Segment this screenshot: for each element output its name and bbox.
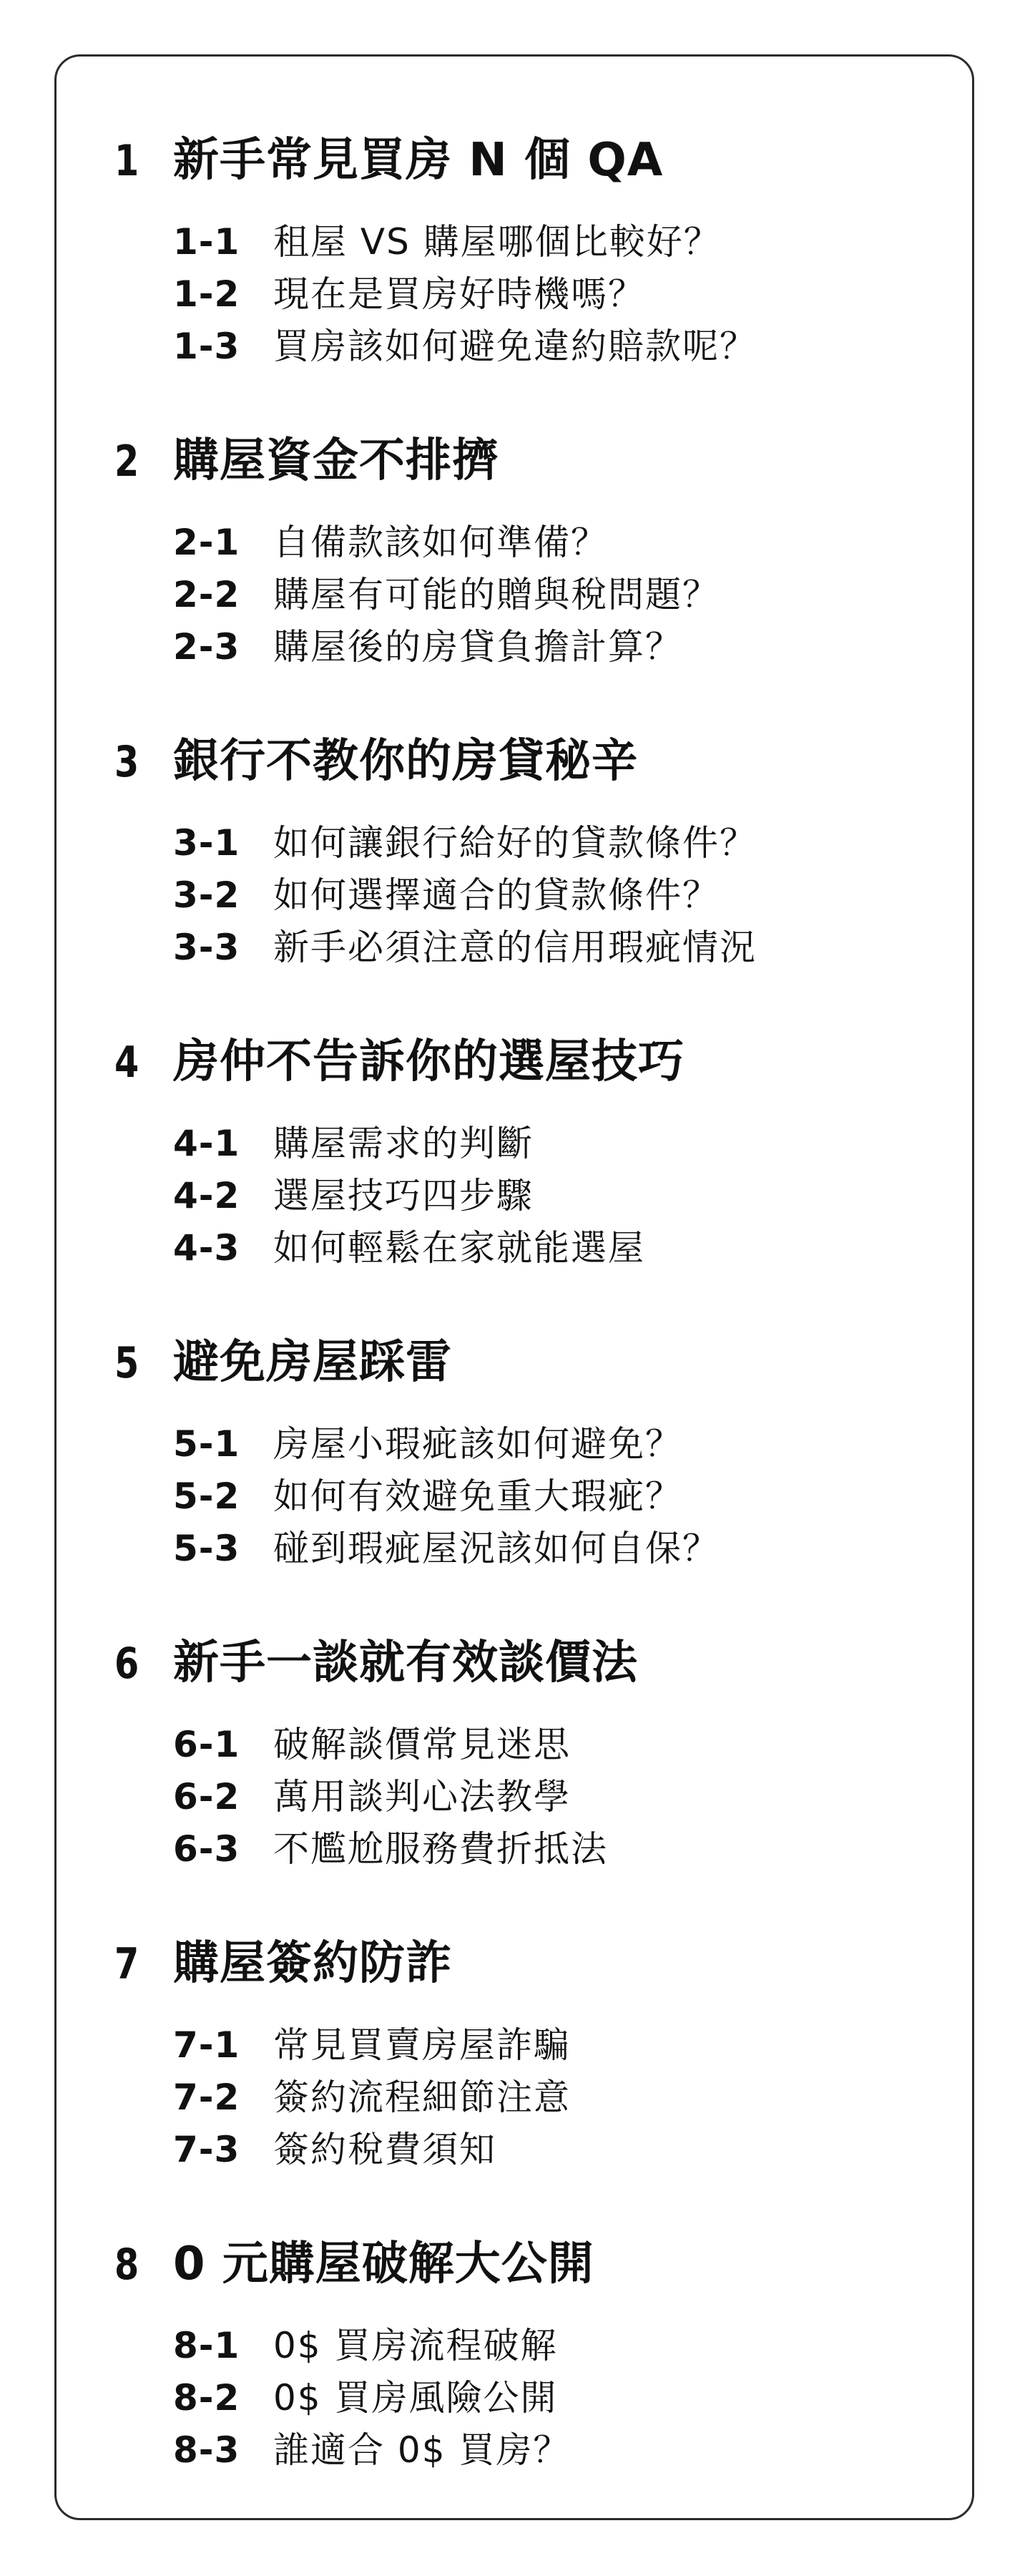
chapter-number: 6 — [114, 1639, 139, 1689]
section-list — [114, 1418, 937, 1575]
section-title: 新手必須注意的信用瑕疵情況 — [273, 927, 757, 968]
section-item — [173, 1118, 937, 1170]
chapter-number: 8 — [114, 2240, 139, 2290]
chapter-title: 避免房屋踩雷 — [173, 1336, 452, 1389]
chapter-heading — [114, 1330, 937, 1395]
section-title: 買房該如何避免違約賠款呢？ — [273, 326, 757, 367]
section-number: 5-2 — [173, 1475, 240, 1517]
section-title: 不尷尬服務費折抵法 — [273, 1828, 608, 1870]
chapter-title: 購屋簽約防詐 — [173, 1937, 452, 1990]
section-item — [173, 517, 937, 569]
section-item — [173, 2019, 937, 2072]
section-title: 誰適合 0$ 買房？ — [273, 2429, 571, 2471]
section-number: 5-3 — [173, 1528, 240, 1569]
chapter-number: 3 — [114, 737, 139, 787]
chapter — [114, 127, 937, 428]
section-title: 自備款該如何準備？ — [273, 522, 608, 563]
section-number: 8-3 — [173, 2429, 240, 2471]
section-title: 如何輕鬆在家就能選屋 — [273, 1227, 645, 1269]
chapter-title: 新手常見買房 N 個 QA — [173, 134, 664, 187]
chapter — [114, 728, 937, 1029]
section-number: 3-3 — [173, 927, 240, 968]
section-number: 6-2 — [173, 1776, 240, 1818]
section-item — [173, 2072, 937, 2124]
chapter-title: 新手一談就有效談價法 — [173, 1636, 638, 1689]
section-title: 現在是買房好時機嗎？ — [273, 273, 645, 315]
section-title: 租屋 VS 購屋哪個比較好？ — [273, 221, 721, 263]
section-number: 2-3 — [173, 626, 240, 668]
section-item — [173, 1823, 937, 1875]
section-title: 如何讓銀行給好的貸款條件？ — [273, 822, 757, 864]
section-number: 6-1 — [173, 1724, 240, 1765]
chapter-heading — [114, 2231, 937, 2297]
section-number: 4-3 — [173, 1227, 240, 1269]
chapter-number: 1 — [114, 136, 139, 186]
section-title: 常見買賣房屋詐騙 — [273, 2024, 571, 2066]
section-title: 破解談價常見迷思 — [273, 1724, 571, 1765]
section-item — [173, 2320, 937, 2372]
section-item — [173, 268, 937, 321]
section-title: 購屋有可能的贈與稅問題？ — [273, 574, 720, 615]
section-item — [173, 2424, 937, 2477]
chapter — [114, 1029, 937, 1330]
section-title: 碰到瑕疵屋況該如何自保？ — [273, 1528, 720, 1569]
chapter-title: 房仲不告訴你的選屋技巧 — [173, 1035, 685, 1088]
chapter — [114, 1330, 937, 1630]
chapter-heading — [114, 1630, 937, 1696]
chapter-number: 5 — [114, 1338, 139, 1388]
section-list — [114, 1118, 937, 1274]
section-list — [114, 2320, 937, 2477]
section-title: 選屋技巧四步驟 — [273, 1175, 534, 1216]
chapter-number: 4 — [114, 1038, 139, 1088]
section-item — [173, 817, 937, 869]
section-title: 0$ 買房流程破解 — [273, 2325, 558, 2366]
section-title: 購屋後的房貸負擔計算？ — [273, 626, 682, 668]
chapter-heading — [114, 428, 937, 494]
chapter — [114, 428, 937, 728]
section-item — [173, 216, 937, 268]
chapter-heading — [114, 1029, 937, 1095]
section-item — [173, 1719, 937, 1771]
chapter-title: 銀行不教你的房貸秘辛 — [173, 735, 638, 788]
chapter-number: 7 — [114, 1939, 139, 1989]
section-number: 7-1 — [173, 2024, 240, 2066]
section-number: 8-1 — [173, 2325, 240, 2366]
section-number: 4-1 — [173, 1123, 240, 1164]
section-item — [173, 1470, 937, 1523]
section-number: 1-2 — [173, 273, 240, 315]
section-item — [173, 1418, 937, 1470]
section-item — [173, 2372, 937, 2424]
section-number: 5-1 — [173, 1423, 240, 1465]
section-title: 萬用談判心法教學 — [273, 1776, 571, 1818]
chapter — [114, 1630, 937, 1931]
section-title: 如何選擇適合的貸款條件？ — [273, 874, 720, 916]
chapter — [114, 1931, 937, 2231]
table-of-contents — [114, 127, 937, 2532]
section-number: 4-2 — [173, 1175, 240, 1216]
section-number: 3-2 — [173, 874, 240, 916]
section-item — [173, 1523, 937, 1575]
chapter — [114, 2231, 937, 2532]
section-number: 7-3 — [173, 2129, 240, 2170]
section-item — [173, 869, 937, 922]
chapter-number: 2 — [114, 436, 139, 487]
chapter-title: 0 元購屋破解大公開 — [173, 2238, 594, 2290]
section-title: 購屋需求的判斷 — [273, 1123, 534, 1164]
section-number: 1-1 — [173, 221, 240, 263]
section-number: 8-2 — [173, 2377, 240, 2419]
section-item — [173, 321, 937, 373]
section-title: 房屋小瑕疵該如何避免？ — [273, 1423, 682, 1465]
section-list — [114, 2019, 937, 2176]
section-item — [173, 569, 937, 621]
section-item — [173, 922, 937, 974]
section-list — [114, 817, 937, 974]
section-number: 2-1 — [173, 522, 240, 563]
section-number: 7-2 — [173, 2077, 240, 2118]
section-title: 如何有效避免重大瑕疵？ — [273, 1475, 682, 1517]
section-list — [114, 216, 937, 373]
section-number: 1-3 — [173, 326, 240, 367]
section-item — [173, 1222, 937, 1274]
section-number: 6-3 — [173, 1828, 240, 1870]
chapter-title: 購屋資金不排擠 — [173, 434, 499, 487]
chapter-heading — [114, 127, 937, 193]
section-item — [173, 2124, 937, 2176]
section-list — [114, 517, 937, 673]
chapter-heading — [114, 728, 937, 794]
section-number: 2-2 — [173, 574, 240, 615]
section-list — [114, 1719, 937, 1875]
section-item — [173, 1170, 937, 1222]
chapter-heading — [114, 1931, 937, 1996]
section-item — [173, 621, 937, 673]
section-number: 3-1 — [173, 822, 240, 864]
section-title: 簽約稅費須知 — [273, 2129, 496, 2170]
section-title: 0$ 買房風險公開 — [273, 2377, 558, 2419]
section-item — [173, 1771, 937, 1823]
section-title: 簽約流程細節注意 — [273, 2077, 571, 2118]
